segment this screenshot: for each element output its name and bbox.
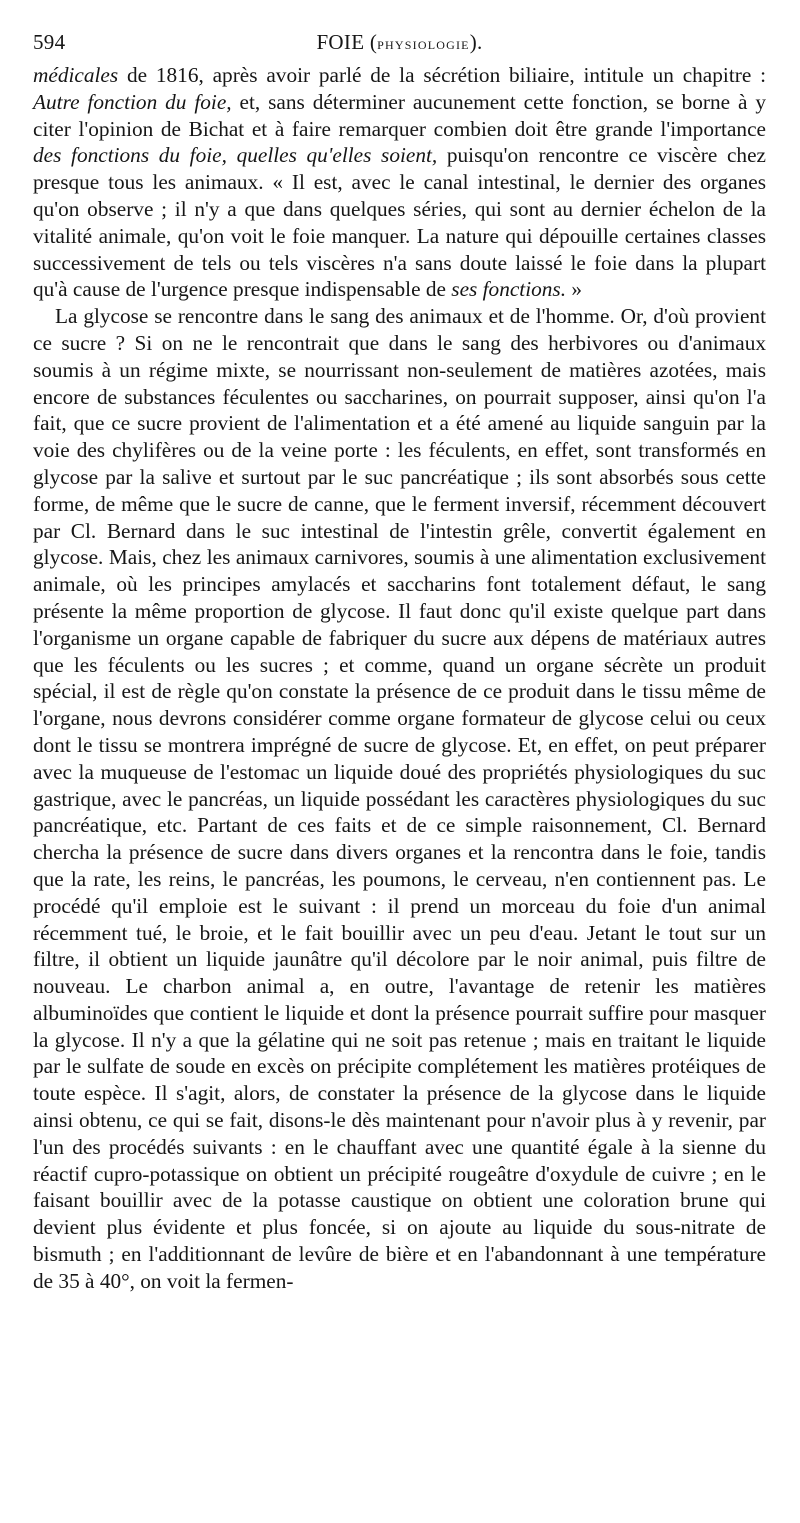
italic-span: médicales	[33, 63, 119, 87]
text-span: »	[566, 277, 583, 302]
book-page	[33, 30, 766, 1295]
text-span: de 1816, après avoir parlé de la sécrétion biliaire, intitule un chapitre :	[118, 63, 766, 87]
running-title-end: ).	[469, 30, 483, 54]
page-number: 594	[33, 30, 66, 54]
body-text	[33, 62, 766, 1295]
running-title-subject: physiologie	[377, 34, 470, 53]
italic-span: ses fonctions.	[451, 277, 567, 302]
page-header	[33, 30, 766, 62]
italic-span: Autre fonction du foie,	[33, 89, 232, 114]
running-title	[33, 30, 766, 55]
paragraph-glycose: La glycose se rencontre dans le sang des animaux et de l'homme. Or, d'où provient ce sucre ? Si on ne le rencontrait que dans le sang des herbivores ou d'animaux soumis à un régime mixte, se nourrissant non-seulement de matières azotées, mais encore de substances féculentes ou saccharines, on pourrait supposer, ainsi qu'on l'a fait, que ce sucre provient de l'alimentation et a été amené au liquide sanguin par la voie des chylifères ou de la veine porte : les féculents, en effet, sont transformés en glycose par la salive et surtout par le suc pancréatique ; ils sont absorbés sous cette forme, de même que le sucre de canne, que le ferment inversif, récemment découvert par Cl. Bernard dans le suc intestinal de l'intestin grêle, convertit également en glycose. Mais, chez les animaux carnivores, soumis à une alimentation exclusivement animale, où les principes amylacés et saccharins font totalement défaut, le sang présente la même proportion de glycose. Il faut donc qu'il existe quelque part dans l'organisme un organe capable de fabriquer du sucre aux dépens de matériaux autres que les féculents ou les sucres ; et comme, quand un organe sécrète un produit spécial, il est de règle qu'on constate la présence de ce produit dans le tissu même de l'organe, nous devrons considérer comme organe formateur de glycose celui ou ceux dont le tissu se montrera imprégné de sucre de glycose. Et, en effet, on peut préparer avec la muqueuse de l'estomac un liquide doué des propriétés physiologiques du suc gastrique, avec le pancréas, un liquide possédant les caractères physiologiques du suc pancréatique, etc. Partant de ces faits et de ce simple raisonnement, Cl. Bernard chercha la présence de sucre dans divers organes et la rencontra dans le foie, tandis que la rate, les reins, le pancréas, les poumons, le cerveau, n'en contiennent pas. Le procédé qu'il emploie est le suivant : il prend un morceau du foie d'un animal récemment tué, le broie, et le fait bouillir avec un peu d'eau. Jetant le tout sur un filtre, il obtient un liquide jaunâtre qu'il décolore par le noir animal, puis filtre de nouveau. Le charbon animal a, en outre, l'avantage de retenir les matières albuminoïdes que contient le liquide et dont la présence pourrait suffire pour masquer la glycose. Il n'y a que la gélatine qui ne soit pas retenue ; mais en traitant le liquide par le sulfate de soude en excès on précipite complétement les matières protéiques de toute espèce. Il s'agit, alors, de constater la présence de la glycose dans le liquide ainsi obtenu, ce qui se fait, disons-le dès maintenant pour n'avoir plus à y revenir, par l'un des procédés suivants : en le chauffant avec une quantité égale à la sienne du réactif cupro-potassique on obtient un précipité rougeâtre d'oxydule de cuivre ; en le faisant bouillir avec de la potasse caustique on obtient une coloration brune qui devient plus évidente et plus foncée, si on ajoute au liquide du sous-nitrate de bismuth ; en l'additionnant de levûre de bière et en l'abandonnant à une température de 35 à 40°, on voit la fermen-	[33, 304, 766, 1293]
running-title-main: FOIE (	[316, 30, 378, 54]
text-span: puisqu'on rencontre ce viscère chez presque tous les animaux. « Il est, avec le canal intestinal, le dernier des organes qu'on observe ; il n'y a que dans quelques séries, qui sont au dernier échelon de la vitalité animale, qu'on voit le foie manquer. La nature qui dépouille certaines classes successivement de tels ou tels viscères n'a sans doute laissé le foie dans la plupart qu'à cause de l'urgence presque indispensable de	[33, 143, 766, 302]
italic-span: des fonctions du foie, quelles qu'elles soient,	[33, 143, 438, 168]
text-span: et, sans déterminer aucunement cette fonction, se borne à y citer l'opinion de Bichat et à faire remarquer combien doit être grande l'importance	[33, 89, 766, 141]
paragraph-continued	[33, 62, 766, 303]
